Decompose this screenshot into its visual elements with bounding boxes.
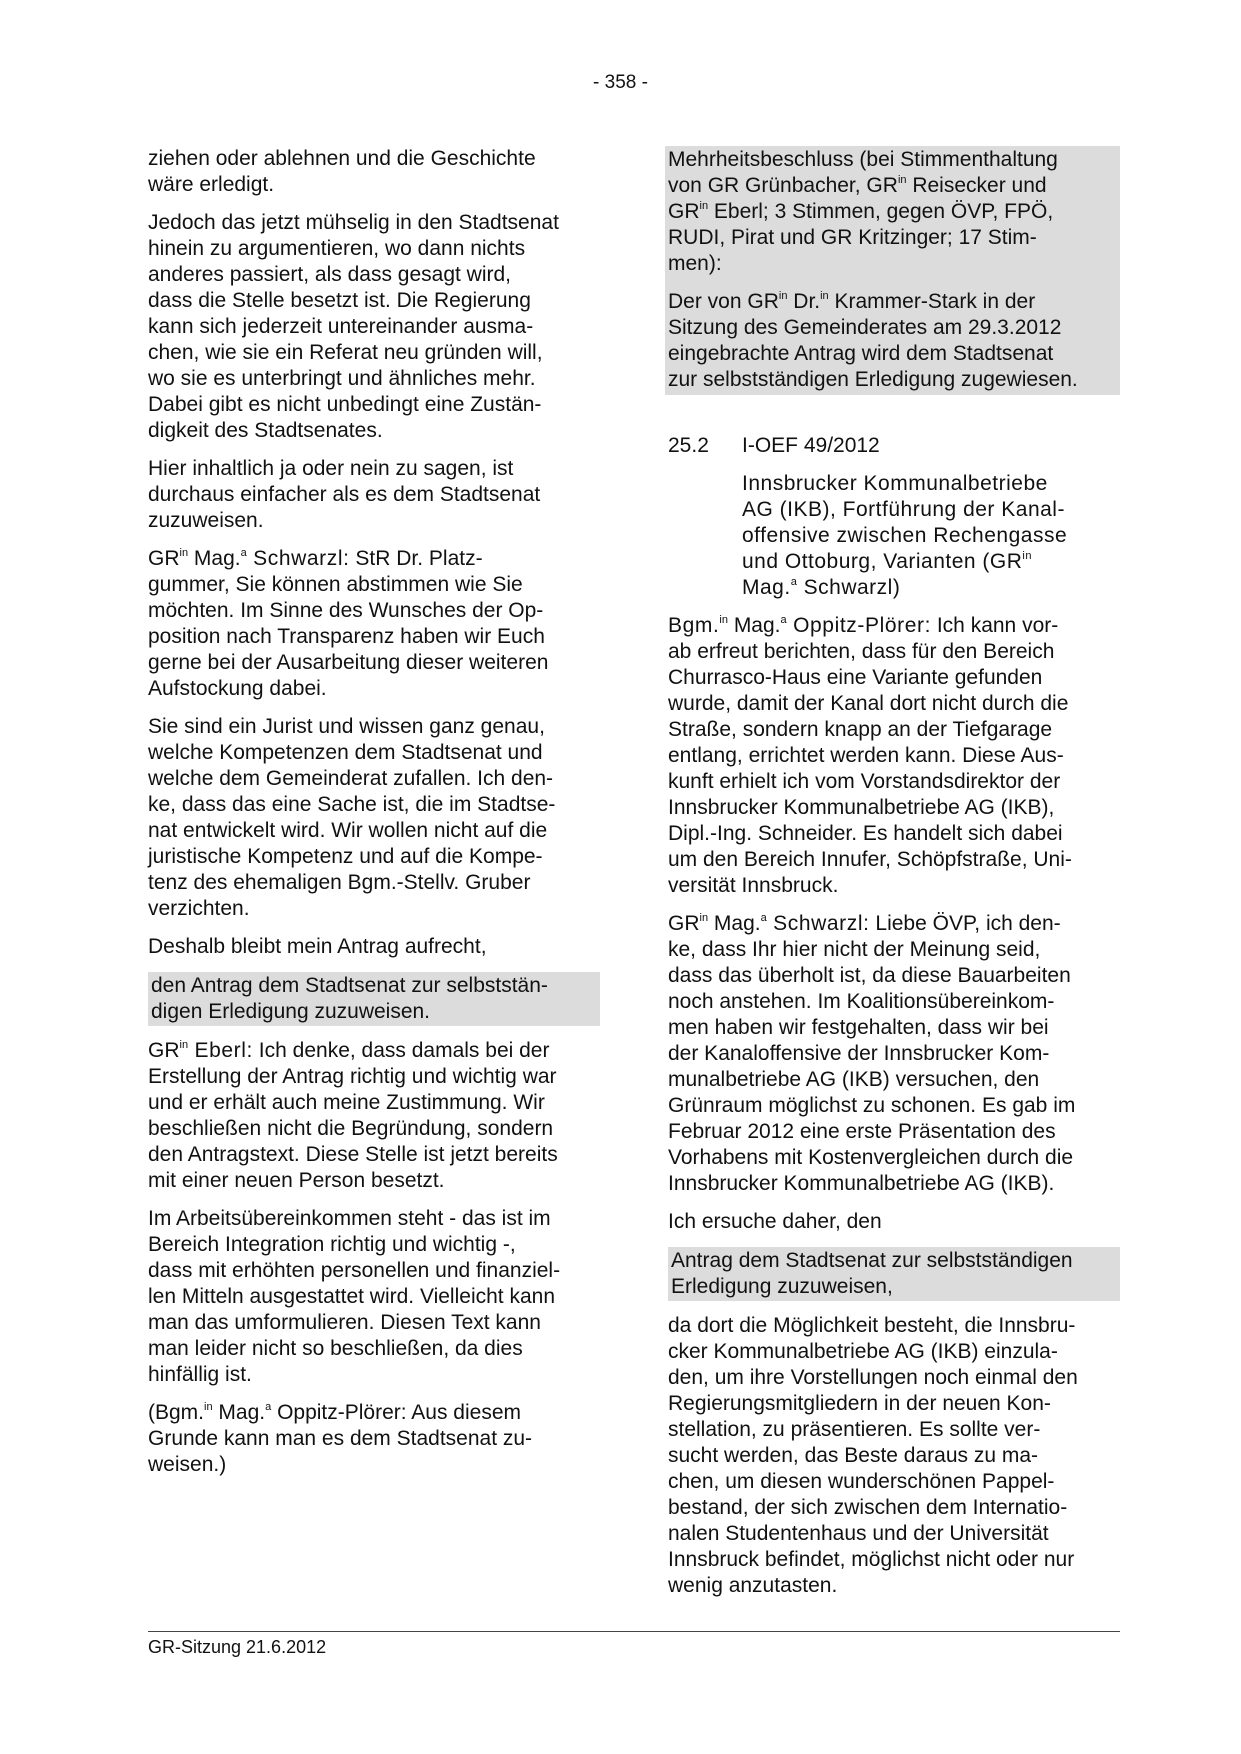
speech-paragraph: $GR^{in}$ Mag.$^a$ Schwarzl: StR Dr. Platz- gummer, Sie können abstimmen wie Sie möchten. Im Sinne des Wunsches der Op- position nach Transparenz haben wir Euch gerne bei der Ausarbeitung dieser weiteren Aufstockung dabei. — [148, 547, 549, 700]
speech-paragraph: $GR^{in}$ Mag.$^a$ Schwarzl: Liebe ÖVP, ich den- ke, dass Ihr hier nicht der Meinung seid, dass das überholt ist, da diese Bauarbeiten noch anstehen. Im Koalitionsübereinkom- men haben wir festgehalten, dass wir bei der Kanaloffensive der Innsbrucker Kom- munalbetriebe AG (IKB) versuchen, den Grünraum möglichst zu schonen. Es gab im Februar 2012 eine erste Präsentation des Vorhabens mit Kostenvergleichen durch die Innsbrucker Kommunalbetriebe AG (IKB). — [668, 912, 1076, 1195]
agenda-item-header — [668, 433, 1120, 459]
paragraph: Jedoch das jetzt mühselig in den Stadtsenat hinein zu argumentieren, wo dann nichts anderes passiert, als dass gesagt wird, dass die Stelle besetzt ist. Die Regierung kann sich jederzeit untereinander ausma- chen, wie sie ein Referat neu gründen will, wo sie es unterbringt und ähnliches mehr. Dabei gibt es nicht unbedingt eine Zustän- digkeit des Stadtsenates. — [148, 211, 559, 442]
paragraph: Hier inhaltlich ja oder nein zu sagen, ist durchaus einfacher als es dem Stadtsenat zuzuweisen. — [148, 457, 541, 532]
footer-divider — [148, 1631, 1120, 1632]
paragraph: Im Arbeitsübereinkommen steht - das ist im Bereich Integration richtig und wichtig -, dass mit erhöhten personellen und finanziel- len Mitteln ausgestattet wird. Vielleicht kann man das umformulieren. Diesen Text kann man leider nicht so beschließen, da dies hinfällig ist. — [148, 1207, 561, 1386]
left-column — [148, 146, 600, 1490]
paragraph: Deshalb bleibt mein Antrag aufrecht, — [148, 935, 487, 958]
paragraph: ziehen oder ablehnen und die Geschichte wäre erledigt. — [148, 147, 536, 196]
agenda-number: 25.2 — [668, 434, 709, 457]
paragraph: Ich ersuche daher, den — [668, 1210, 882, 1233]
speech-paragraph: $GR^{in}$ Eberl: Ich denke, dass damals bei der Erstellung der Antrag richtig und wichtig war und er erhält auch meine Zustimmung. Wir beschließen nicht die Begründung, sondern den Antragstext. Diese Stelle ist jetzt bereits mit einer neuen Person besetzt. — [148, 1039, 558, 1192]
speaker-name: Schwarzl: — [246, 547, 350, 570]
agenda-title: Innsbrucker Kommunalbetriebe AG (IKB), Fortführung der Kanal- offensive zwischen Rechengasse und Ottoburg, Varianten ($GR^{in}$ Mag.$^a$ Schwarzl) — [742, 472, 1068, 599]
footer: GR-Sitzung 21.6.2012 — [148, 1637, 327, 1657]
paragraph: (Bgm.$^{in}$ Mag.$^a$ Oppitz-Plörer: Aus diesem Grunde kann man es dem Stadtsenat zu- weisen.) — [148, 1401, 533, 1476]
paragraph: Mehrheitsbeschluss (bei Stimmenthaltung von GR Grünbacher, $GR^{in}$ Reisecker und $GR^{in}$ Eberl; 3 Stimmen, gegen ÖVP, FPÖ, RUDI, Pirat und GR Kritzinger; 17 Stim- men): — [668, 148, 1058, 275]
page-number: - 358 - — [593, 72, 648, 93]
paragraph: Sie sind ein Jurist und wissen ganz genau, welche Kompetenzen dem Stadtsenat und welche dem Gemeinderat zufallen. Ich den- ke, dass das eine Sache ist, die im Stadtse- nat entwickelt wird. Wir wollen nicht auf die juristische Kompetenz und auf die Kompe- tenz des ehemaligen Bgm.-Stellv. Gruber verzichten. — [148, 715, 556, 920]
agenda-code: I-OEF 49/2012 — [742, 434, 880, 457]
speaker-name: Eberl: — [188, 1039, 253, 1062]
paragraph: Der von $GR^{in}$ Dr.$^{in}$ Krammer-Stark in der Sitzung des Gemeinderates am 29.3.2012 eingebrachte Antrag wird dem Stadtsenat zur selbstständigen Erledigung zugewiesen. — [668, 290, 1078, 391]
motion-highlight: den Antrag dem Stadtsenat zur selbststän- digen Erledigung zuzuweisen. — [148, 972, 600, 1026]
resolution-highlight — [665, 146, 1120, 395]
speech-paragraph: Bgm.$^{in}$ Mag.$^a$ Oppitz-Plörer: Ich kann vor- ab erfreut berichten, dass für den Bereich Churrasco-Haus eine Variante gefunden wurde, damit der Kanal dort nicht durch die Straße, sondern knapp an der Tiefgarage entlang, errichtet werden kann. Diese Aus- kunft erhielt ich vom Vorstandsdirektor der Innsbrucker Kommunalbetriebe AG (IKB), Dipl.-Ing. Schneider. Es handelt sich dabei um den Bereich Innufer, Schöpfstraße, Uni- versität Innsbruck. — [668, 614, 1072, 897]
motion-highlight: Antrag dem Stadtsenat zur selbstständigen Erledigung zuzuweisen, — [668, 1247, 1120, 1301]
paragraph: da dort die Möglichkeit besteht, die Innsbru- cker Kommunalbetriebe AG (IKB) einzula- den, um ihre Vorstellungen noch einmal den Regierungsmitgliedern in der neuen Kon- stellation, zu präsentieren. Es sollte ver- sucht werden, das Beste daraus zu ma- chen, um diesen wunderschönen Pappel- bestand, der sich zwischen dem Internatio- nalen Studentenhaus und der Universität Innsbruck befindet, möglichst nicht oder nur wenig anzutasten. — [668, 1314, 1078, 1597]
speaker-name: Schwarzl: — [766, 912, 870, 935]
speaker-name: Oppitz-Plörer: — [786, 614, 932, 637]
right-column — [668, 146, 1120, 1611]
